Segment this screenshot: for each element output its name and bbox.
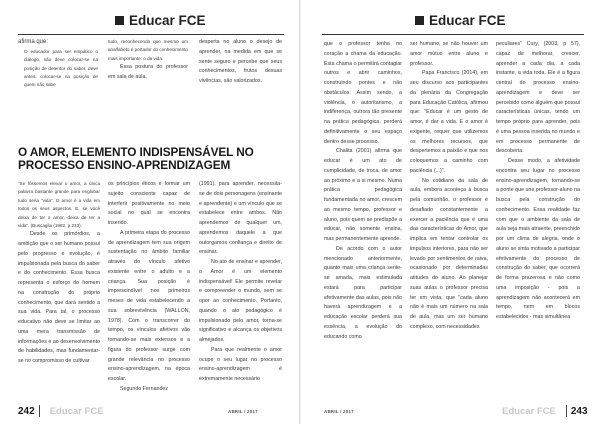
paragraph: De acordo com o autor mencionado anteriormente, quanto mais uma criança sente-se amada, mais estimulada estará para participar efetivamente das aulas, pois não haverá aprendizagem e a educação escolar perderá sua essência, a evolução do educando como bbox=[324, 245, 402, 340]
left-footer bbox=[18, 402, 110, 420]
right-col3 bbox=[496, 40, 580, 398]
quote-paragraph: O educador para ser empático o diálogo, não deve colocar-se na posição de detentor do saber, deve antes, colocar-se na posição de quem não sabe bbox=[24, 48, 98, 88]
right-page-header bbox=[415, 10, 506, 30]
paragraph: Desde os primórdios, a ambição que o ser humano possui pelo progresso e evolução, é impulsionada pela busca do saber e do conhecimento. Essa busca representa o esforço do homem na construção do próprio conhecimento, que dará sentido a sua vida. Para tal, o processo educativo não deve se limitar ao uma mera transmissão de informações e ao desenvolvimento de habilidades, mas fundamentar-se no compromisso de cultivar bbox=[18, 231, 100, 365]
issue-date: ABRIL / 2017 bbox=[228, 408, 258, 414]
paragraph: Desse modo, a afetividade encontra seu lugar no processo ensino-aprendizagem, tornando-se a ponte que une professor-aluno na busca pela construção do conhecimento. Essa realidade faz com que o ambiente da sala de aula seja mais atraente, preenchido por um clima de alegria, onde o aluno se sinta motivado a participar efetivamente do processo de construção do saber, que ocorrerá de forma prazerosa e não como uma imposição - pois a aprendizagem não acontecerá em tempo, nem em blocos estabelecidos - mas simultânea bbox=[496, 158, 580, 320]
paragraph: No cotidiano da sala de aula, embora aconteça à busca pela comunhão, o professor é desafiado constantemente a exercer a paciência que é uma das características do Amor, que implica em tentar controlar os impulsos interiores, para não ser levado por sentimentos de raiva, ocasionado por determinadas atitudes do aluno. Ao planejar suas aulas o professor precisa ter em vista, que "cada aluno não é mais um número na sala de aula, mas um ser humano complexo, com necessidades bbox=[410, 177, 488, 330]
right-col2 bbox=[410, 40, 488, 398]
paragraph: afirma que: bbox=[18, 39, 49, 45]
left-footer-date bbox=[228, 402, 258, 420]
paragraph: os princípios éticos e formar um sujeito consciente capaz de interferir positivamente no meio social no qual se encontra inserido. bbox=[108, 181, 190, 226]
header-square-icon bbox=[115, 16, 124, 25]
paragraph: (1991), para aprender, necessita-se de dois personagens (ensinante e aprendente) e um vínculo que se estabelece entre ambos. Não aprendemos de qualquer um, aprendemos daquele a que outorgamos confiança e direito de ensinar. bbox=[199, 181, 282, 256]
header-rule bbox=[322, 34, 584, 35]
left-header-title: Educar FCE bbox=[129, 12, 206, 28]
footer-divider bbox=[39, 405, 40, 417]
paragraph: Essa postura do professor em sala de aula, bbox=[108, 64, 188, 80]
right-header-title: Educar FCE bbox=[429, 12, 506, 28]
paragraph: ser humano, se não houver um amor mútuo entre aluno e professor. bbox=[410, 41, 488, 67]
left-col1-bottom bbox=[18, 180, 100, 400]
page-number: 243 bbox=[570, 405, 588, 417]
right-footer-date bbox=[324, 402, 354, 420]
paragraph: A primeira etapa do processo de aprendizagem tem sua origem sustentação no âmbito familiar através do vínculo afetivo existente entre o adulto e a criança. Sua posição é imprescindível nos primeiros meses de vida estabelecendo a sua sobrevivência (WALLON, 1978). Com o transcorrer do tempo, os vínculos afetivos vão tornando-se mais extensos e a figura do professor surge com grande relevância no processo ensino-aprendizagem, na época escolar. bbox=[108, 229, 190, 382]
header-rule bbox=[18, 34, 284, 35]
paragraph: desperta no aluno o desejo de aprender, na medida em que se sente seguro e percebe que seus conhecimentos, frutos desuas vivências, são valorizados. bbox=[199, 39, 282, 84]
left-col3-top bbox=[199, 38, 282, 138]
paragraph: peculiares" Cury, (2003, p 57), capaz de melhorar, crescer, aprender a cada dia, a cada instante, a vida toda. Ele é a figura central do processo ensino-aprendizagem e deve ser percebido como alguém que possui características únicas, tendo um tempo próprio para aprender, pois é uma pessoa inserida no mundo e em processo permanente de descoberta. bbox=[496, 41, 580, 155]
right-page bbox=[300, 0, 600, 424]
right-footer bbox=[496, 402, 588, 420]
right-col1 bbox=[324, 40, 402, 398]
footer-divider bbox=[566, 405, 567, 417]
left-col1-top bbox=[18, 38, 98, 138]
paragraph: Chalita (2001) afirma que educar é um ato de cumplicidade, de troca, de amor ao próximo e a si mesmo. Numa prática pedagógica fundamentada no amor, crescem ao mesmo tempo, professor e aluno, pois quem se predispõe a educar, não somente ensina, mas permanentemente aprende. bbox=[324, 148, 402, 242]
footer-brand: Educar FCE bbox=[49, 405, 104, 417]
left-col2-top bbox=[108, 38, 188, 138]
paragraph: Para que realmente o amor ocupe o seu lugar no processo ensino-aprendizagem é extremamente necessário bbox=[199, 346, 282, 382]
footer-brand: Educar FCE bbox=[502, 405, 556, 417]
left-page-header bbox=[115, 10, 206, 30]
header-square-icon bbox=[415, 16, 424, 25]
issue-date: ABRIL / 2017 bbox=[324, 408, 354, 414]
paragraph: que o professor tenha no coração a chama da educação. Esta chama o permitirá contagiar outros e abrir caminhos, construindo pontes e não obstáculos. Assim sendo, a violência, o autoritarismo, a indiferença, outrora tão presente na prática pedagógica, perderá definitivamente o seu espaço dentro desse processo. bbox=[324, 41, 402, 145]
paragraph: No ato de ensinar e aprender, o Amor é um elemento indispensável! Ele permite revelar e compreender o mundo, sem se opor ao conhecimento. Portanto, quando o ato pedagógico é impulsionado pelo amor, torna-se significativo e alcança os objetivos almejados. bbox=[199, 259, 282, 343]
paragraph: Papa Francisco (2014), em seu discurso aos participantes da plenária da Congregação para Educação Católica, afirmou que: "Educar é um gesto de amor, é dar a vida. E o amor é exigente, requer que utilizemos os melhores recursos, que despertemos a paixão e que nos coloquemos a caminho com paciência (...)". bbox=[410, 70, 488, 174]
article-headline: O AMOR, ELEMENTO INDISPENSÁVEL NO PROCESSO ENSINO-APRENDIZAGEM bbox=[18, 145, 254, 172]
paragraph: Segundo Fernandez bbox=[120, 385, 169, 392]
quote-paragraph: tudo, reconhecendo que mesmo um analfabeto é portador do conhecimento mais importante: o da vida. bbox=[108, 39, 188, 61]
epigraph: “Se fôssemos elevar o amor, a única palavra bastante grande para englobar tudo seria "vida". O amor é a vida em todos os seus aspectos. E, se você deixa de ter o amor, deixa de ter a vida". (Buscaglia (1982, p.233). bbox=[18, 181, 100, 229]
page-number: 242 bbox=[18, 405, 35, 417]
left-col2-bottom bbox=[108, 180, 190, 400]
left-col3-bottom bbox=[199, 180, 282, 400]
